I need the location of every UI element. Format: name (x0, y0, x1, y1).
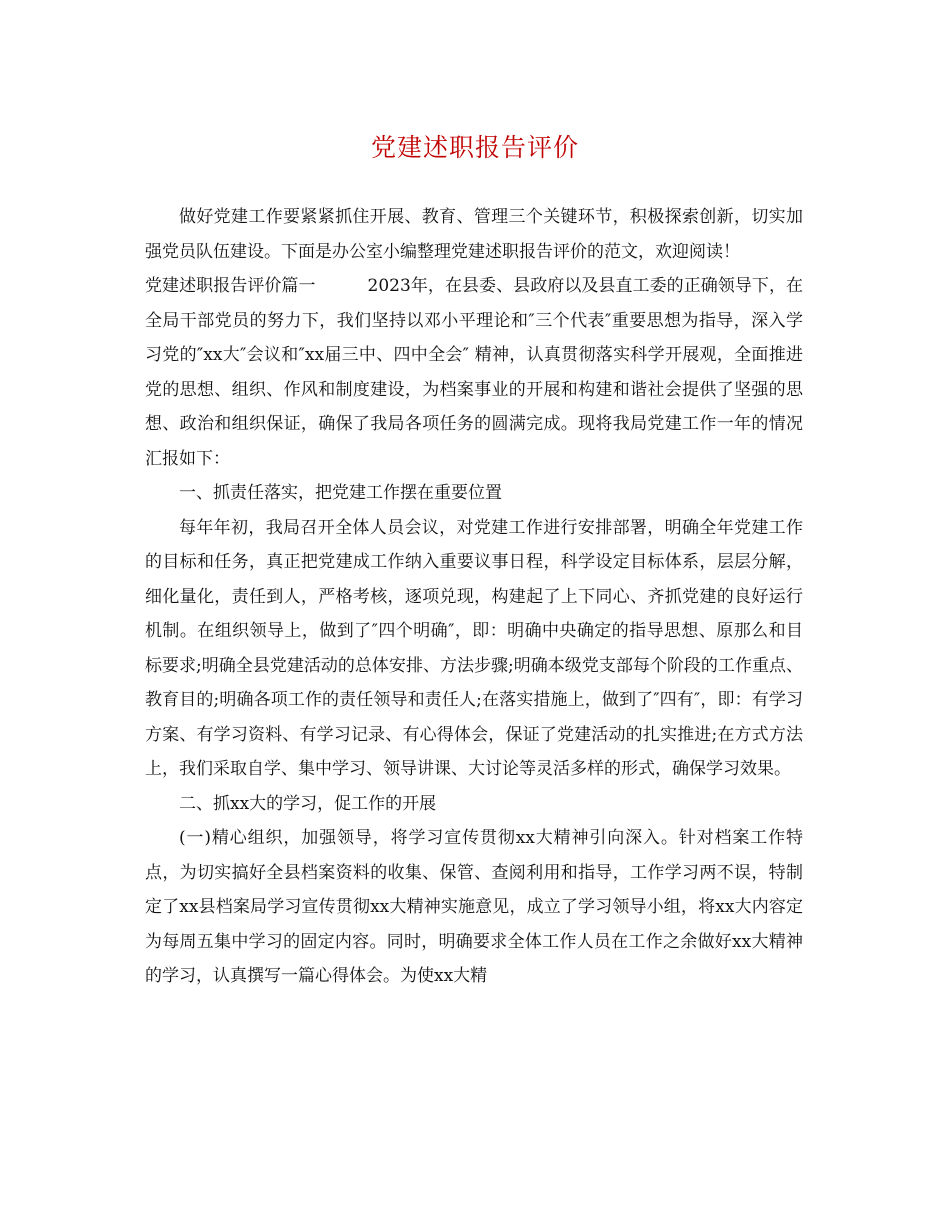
intro-paragraph: 做好党建工作要紧紧抓住开展、教育、管理三个关键环节，积极探索创新，切实加强党员队伍建设。下面是办公室小编整理党建述职报告评价的范文，欢迎阅读！ (145, 207, 803, 262)
article-one-paragraph (145, 269, 803, 476)
document-body (145, 200, 803, 994)
article-one-text: 2023年，在县委、县政府以及县直工委的正确领导下，在全局干部党员的努力下，我们坚持以邓小平理论和″三个代表″重要思想为指导，深入学习党的″xx大″会议和″xx届三中、四中全会″ 精神，认真贯彻落实科学开展观，全面推进党的思想、组织、作风和制度建设，为档案事业的开展和构建和谐社会提供了坚强的思想、政治和组织保证，确保了我局各项任务的圆满完成。现将我局党建工作一年的情况汇报如下： (145, 276, 804, 469)
section-1-body: 每年年初，我局召开全体人员会议，对党建工作进行安排部署，明确全年党建工作的目标和任务，真正把党建成工作纳入重要议事日程，科学设定目标体系，层层分解，细化量化，责任到人，严格考核，逐项兑现，构建起了上下同心、齐抓党建的良好运行机制。在组织领导上，做到了″四个明确″，即：明确中央确定的指导思想、原那么和目标要求;明确全县党建活动的总体安排、方法步骤;明确本级党支部每个阶段的工作重点、教育目的;明确各项工作的责任领导和责任人;在落实措施上，做到了″四有″，即：有学习方案、有学习资料、有学习记录、有心得体会，保证了党建活动的扎实推进;在方式方法上，我们采取自学、集中学习、领导讲课、大讨论等灵活多样的形式，确保学习效果。 (145, 517, 803, 779)
document-title: 党建述职报告评价 (370, 133, 579, 162)
section-1-heading: 一、抓责任落实，把党建工作摆在重要位置 (179, 483, 502, 503)
article-one-heading: 党建述职报告评价篇一 (145, 276, 316, 296)
section-2-body: (一)精心组织，加强领导，将学习宣传贯彻xx大精神引向深入。针对档案工作特点，为切实搞好全县档案资料的收集、保管、查阅利用和指导，工作学习两不误，特制定了xx县档案局学习宣传贯彻xx大精神实施意见，成立了学习领导小组，将xx大内容定为每周五集中学习的固定内容。同时，明确要求全体工作人员在工作之余做好xx大精神的学习，认真撰写一篇心得体会。为使xx大精 (145, 828, 803, 986)
section-2-heading: 二、抓xx大的学习，促工作的开展 (179, 793, 437, 814)
